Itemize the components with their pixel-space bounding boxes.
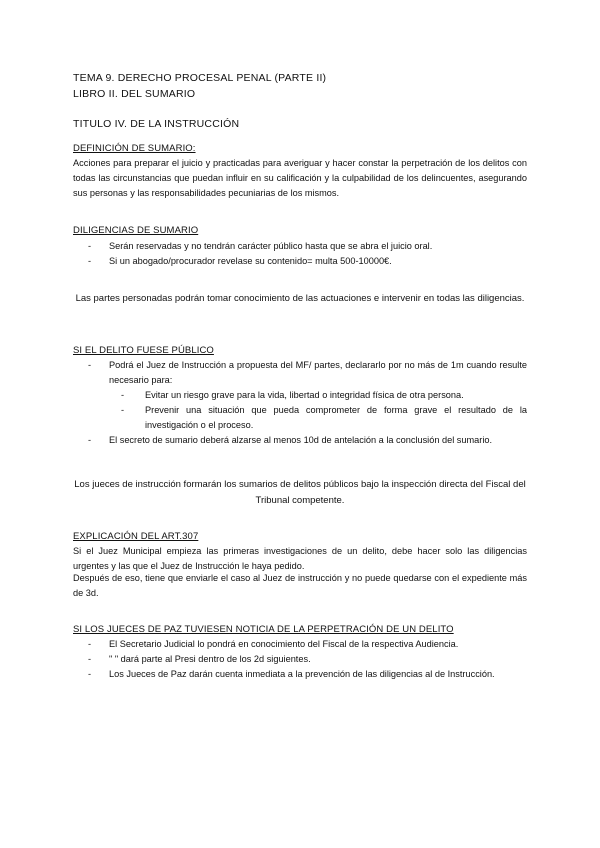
diligencias-title: DILIGENCIAS DE SUMARIO [73, 225, 199, 236]
explicacion-p2: Después de eso, tiene que enviarle el caso al Juez de instrucción y no puede quedarse con el expediente más de 3d. [73, 573, 527, 598]
jueces-paz-title: SI LOS JUECES DE PAZ TUVIESEN NOTICIA DE LA PERPETRACIÓN DE UN DELITO [73, 624, 454, 635]
explicacion-p1: Si el Juez Municipal empieza las primeras investigaciones de un delito, debe hacer solo las diligencias urgentes y las que el Juez de Instrucción le haya pedido. [73, 546, 527, 571]
doc-section-heading: TITULO IV. DE LA INSTRUCCIÓN [73, 118, 240, 130]
list-item: - Si un abogado/procurador revelase su contenido= multa 500-10000€. [109, 254, 527, 269]
list-item: - " " dará parte al Presi dentro de los 2d siguientes. [109, 652, 527, 667]
doc-subtitle: LIBRO II. DEL SUMARIO [73, 88, 196, 100]
list-item: - Los Jueces de Paz darán cuenta inmediata a la prevención de las diligencias al de Instrucción. [109, 667, 527, 682]
definicion-text: Acciones para preparar el juicio y practicadas para averiguar y hacer constar la perpetración de los delitos con todas las circunstancias que puedan influir en su calificación y la culpabilidad de los delincuentes, asegurando sus personas y las responsabilidades pecuniarias de los mismos. [73, 158, 527, 198]
list-item: - El secreto de sumario deberá alzarse al menos 10d de antelación a la conclusión del sumario. [109, 433, 527, 448]
diligencias-note: Las partes personadas podrán tomar conocimiento de las actuaciones e intervenir en todas las diligencias. [75, 293, 525, 304]
doc-title: TEMA 9. DERECHO PROCESAL PENAL (PARTE II) [73, 72, 327, 84]
delito-publico-sublist [145, 388, 527, 433]
explicacion-title: EXPLICACIÓN DEL ART.307 [73, 531, 199, 542]
sub-list-item: - Evitar un riesgo grave para la vida, libertad o integridad física de otra persona. [145, 388, 527, 403]
definicion-title: DEFINICIÓN DE SUMARIO: [73, 143, 196, 154]
list-item-text: Podrá el Juez de Instrucción a propuesta del MF/ partes, declararlo por no más de 1m cuando resulte necesario para: [109, 360, 527, 385]
diligencias-list [109, 239, 527, 269]
list-item: - Serán reservadas y no tendrán carácter público hasta que se abra el juicio oral. [109, 239, 527, 254]
sub-list-item: - Prevenir una situación que pueda comprometer de forma grave el resultado de la investigación o el proceso. [145, 403, 527, 433]
delito-publico-list [109, 358, 527, 448]
list-item [109, 358, 527, 433]
list-item: - El Secretario Judicial lo pondrá en conocimiento del Fiscal de la respectiva Audiencia. [109, 637, 527, 652]
delito-publico-note: Los jueces de instrucción formarán los sumarios de delitos públicos bajo la inspección directa del Fiscal del Tribunal competente. [74, 479, 526, 506]
jueces-paz-list [109, 637, 527, 682]
delito-publico-title: SI EL DELITO FUESE PÚBLICO [73, 345, 214, 356]
